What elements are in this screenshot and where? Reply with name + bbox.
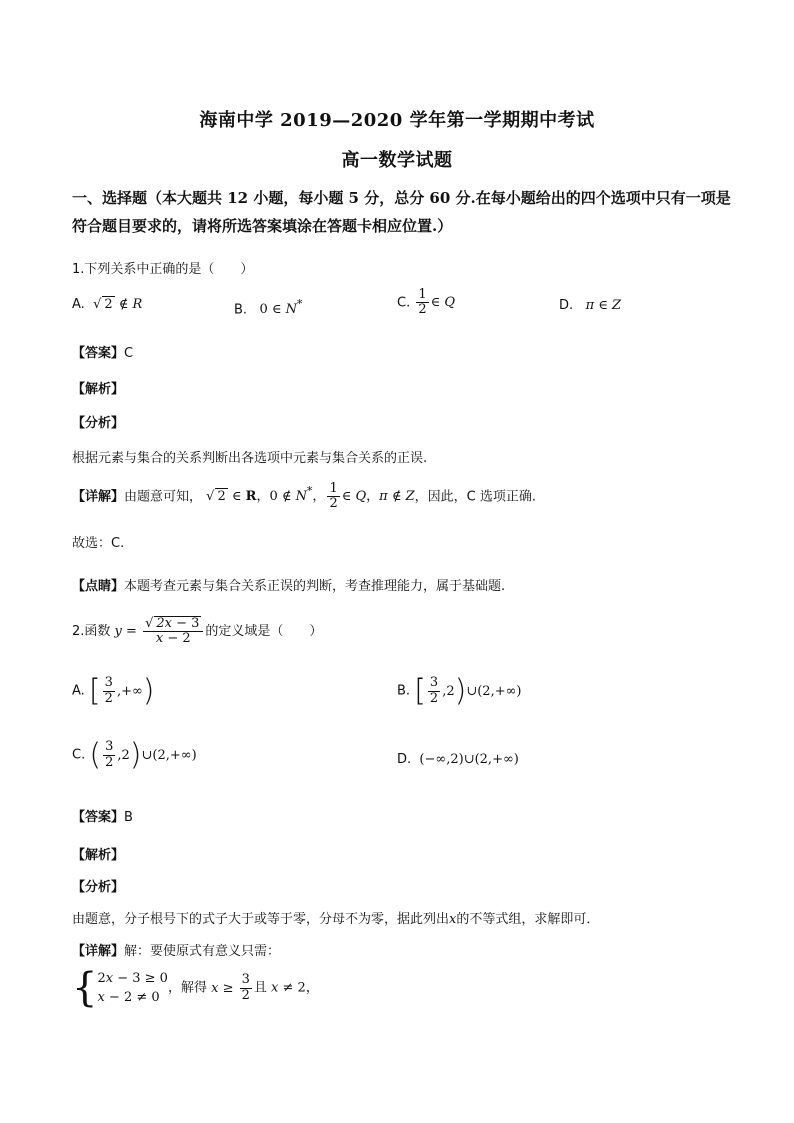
q1-option-d [559, 298, 621, 313]
q2-fenxi-line [72, 908, 599, 927]
q2-option-b-label: B. [397, 683, 411, 699]
q2-solution-math-1: x ≥ $\frac{3}{2}$ [211, 972, 250, 1003]
answer-tag: 【答案】 [72, 346, 125, 361]
fenxi-tag: 【分析】 [72, 880, 125, 895]
q1-analysis-tag [72, 378, 124, 397]
q2-stem-suffix: 的定义域是（ ） [205, 623, 323, 639]
q1-option-c-label: C. [397, 295, 411, 311]
q2-option-a-math: [ $\frac{3}{2}$ ,+∞) [88, 673, 155, 708]
q2-function-math: y = $\frac{√ 2x - 3}{x - 2}$ [115, 624, 206, 639]
detail-tag: 【详解】 [72, 944, 125, 959]
q2-option-a [72, 673, 155, 708]
fenxi-tag: 【分析】 [72, 416, 125, 431]
q1-option-a-label: A. [72, 297, 85, 312]
question-1-stem: 1.下列关系中正确的是（ ） [72, 262, 254, 277]
q2-fenxi-var: x [449, 912, 457, 927]
q1-fenxi-tag [72, 412, 124, 431]
q2-stem-prefix: 2.函数 [72, 623, 111, 639]
q1-detail-suffix: ，因此，C 选项正确. [414, 489, 536, 505]
q1-option-c-math: $\frac{1}{2}$ ∈ Q [418, 287, 456, 318]
q2-answer: B [124, 810, 133, 825]
q1-option-c [397, 288, 455, 318]
q1-conclusion: 故选：C. [72, 536, 125, 551]
q2-option-d-math: (−∞,2)∪(2,+∞) [415, 752, 519, 767]
q2-option-b-math: [ $\frac{3}{2}$ ,2)∪(2,+∞) [414, 673, 522, 708]
comment-tag: 【点睛】 [72, 579, 125, 594]
q2-analysis-tag [72, 844, 124, 863]
q1-option-a [72, 296, 142, 312]
q2-option-d-label: D. [397, 752, 412, 767]
q2-answer-line [72, 806, 133, 825]
detail-tag: 【详解】 [72, 489, 125, 505]
question-2-stem [72, 616, 322, 647]
q2-solve-mid: 且 [253, 980, 267, 996]
q1-answer: C [124, 346, 134, 361]
q1-option-a-math: √ 2 ∉ R [88, 297, 143, 312]
q2-solve-suffix: ， [305, 980, 319, 996]
q1-comment: 本题考查元素与集合关系正误的判断，考查推理能力，属于基础题. [124, 579, 506, 594]
q2-option-a-label: A. [72, 683, 85, 699]
analysis-tag: 【解析】 [72, 382, 125, 397]
q2-solution-line [72, 965, 319, 1011]
q2-option-d [397, 752, 519, 767]
q1-comment-line [72, 575, 505, 594]
q2-option-c-math: ( $\frac{3}{2}$ ,2)∪(2,+∞) [89, 737, 197, 772]
q1-detail-math: √ 2 ∈ R，0 ∉ N*， $\frac{1}{2}$ ∈ Q，π ∉ Z [206, 481, 415, 512]
q1-option-b-math: 0 ∈ N* [251, 298, 303, 318]
q1-fenxi-text: 根据元素与集合的关系判断出各选项中元素与集合关系的正误. [72, 451, 428, 466]
q1-option-b [234, 298, 302, 317]
q2-fenxi-text-2: 的不等式组，求解即可． [456, 912, 600, 927]
q1-detail-prefix: 由题意可知， [124, 489, 203, 505]
q1-option-d-math: π ∈ Z [585, 298, 622, 313]
q2-option-b [397, 673, 522, 708]
exam-title: 海南中学 2019—2020 学年第一学期期中考试 [199, 110, 595, 131]
q1-detail-line [72, 482, 536, 512]
q1-option-b-label: B. [234, 302, 248, 318]
system-brace: { [72, 965, 98, 1011]
q2-detail-line [72, 940, 280, 959]
exam-subtitle: 高一数学试题 [341, 150, 453, 171]
q2-fenxi-tag [72, 876, 124, 895]
q2-solution-math-2: x ≠ 2 [271, 980, 306, 996]
section-heading: 一、选择题（本大题共 12 小题，每小题 5 分，总分 60 分.在每小题给出的四个选项中只有一项是符合题目要求的，请将所选答案填涂在答题卡相应位置.） [72, 189, 731, 235]
q1-answer-line [72, 342, 133, 361]
q2-option-c-label: C. [72, 747, 86, 763]
analysis-tag: 【解析】 [72, 848, 125, 863]
q2-detail-text: 解：要使原式有意义只需： [124, 944, 281, 959]
q1-option-d-label: D. [559, 298, 574, 313]
q2-fenxi-text-1: 由题意，分子根号下的式子大于或等于零，分母不为零，据此列出 [72, 912, 450, 927]
q2-solve-prefix: ，解得 [167, 980, 207, 996]
q2-option-c [72, 737, 197, 772]
inequality-system: 2x − 3 ≥ 0 x − 2 ≠ 0 [97, 970, 168, 1005]
answer-tag: 【答案】 [72, 810, 125, 825]
